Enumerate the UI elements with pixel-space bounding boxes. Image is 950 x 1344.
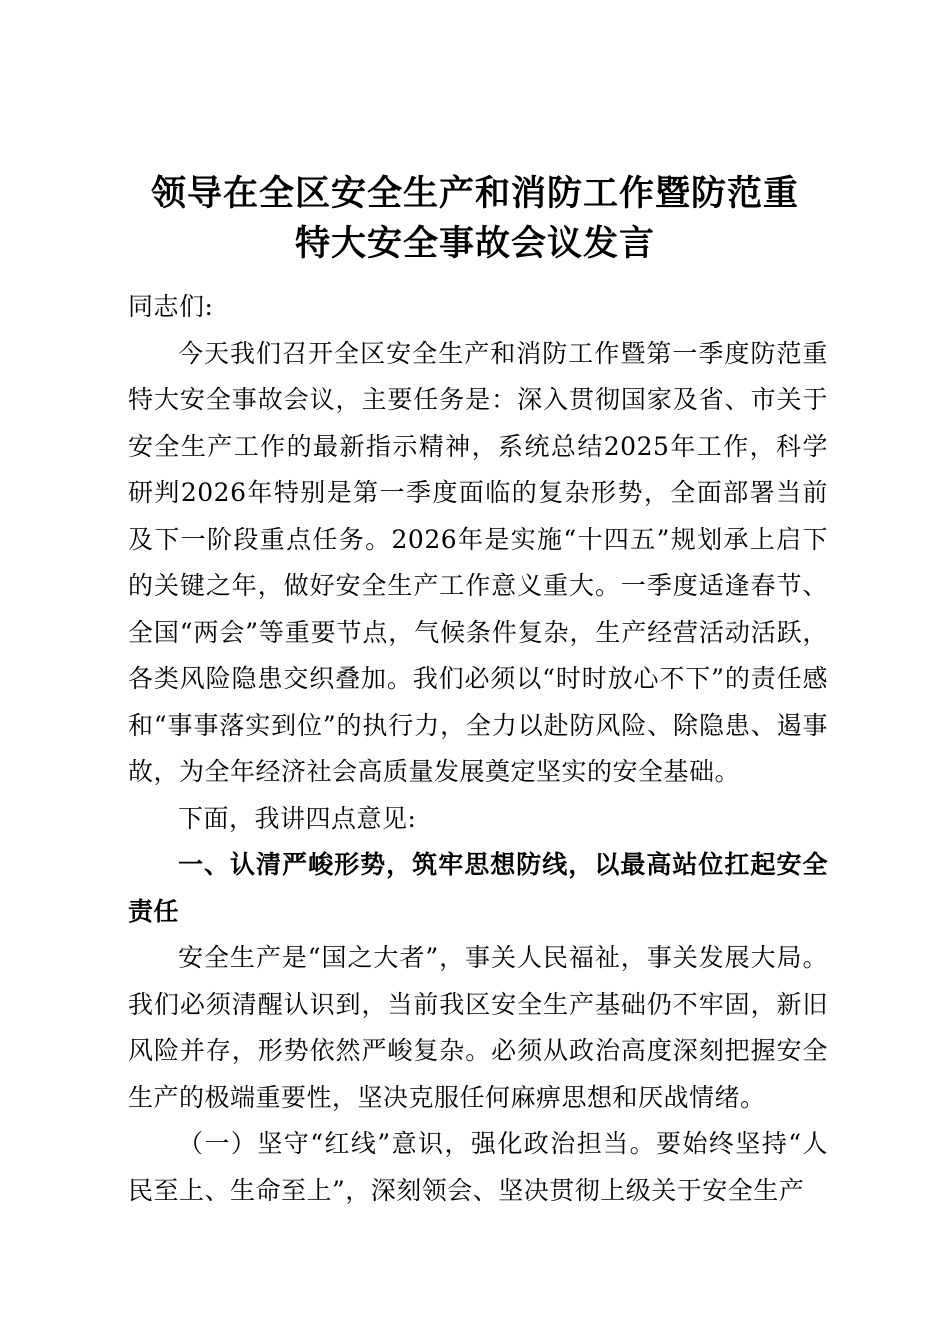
section-1-paragraph: 安全生产是“国之大者”，事关人民福祉，事关发展大局。我们必须清醒认识到，当前我区安全生产基础仍不牢固，新旧风险并存，形势依然严峻复杂。必须从政治高度深刻把握安全生产的极端重要性，坚决克服任何麻痹思想和厌战情绪。 — [128, 943, 828, 1112]
document-title-line-1: 领导在全区安全生产和消防工作暨防范重 — [150, 173, 799, 214]
document-body — [128, 284, 828, 1214]
subsection-1-paragraph: （一）坚守“红线”意识，强化政治担当。要始终坚持“人民至上、生命至上”，深刻领会、坚决贯彻上级关于安全生产 — [128, 1129, 828, 1205]
salutation: 同志们: — [128, 292, 214, 321]
section-1-heading: 一、认清严峻形势，筑牢思想防线，以最高站位扛起安全责任 — [128, 850, 828, 926]
intro-paragraph: 今天我们召开全区安全生产和消防工作暨第一季度防范重特大安全事故会议，主要任务是：深入贯彻国家及省、市关于安全生产工作的最新指示精神，系统总结2025年工作，科学研判2026年特别是第一季度面临的复杂形势，全面部署当前及下一阶段重点任务。2026年是实施“十四五”规划承上启下的关键之年，做好安全生产工作意义重大。一季度适逢春节、全国“两会”等重要节点，气候条件复杂，生产经营活动活跃，各类风险隐患交织叠加。我们必须以“时时放心不下”的责任感和“事事落实到位”的执行力，全力以赴防风险、除隐患、遏事故，为全年经济社会高质量发展奠定坚实的安全基础。 — [128, 338, 828, 786]
outline-paragraph: 下面，我讲四点意见: — [178, 803, 417, 833]
document-title-line-2: 特大安全事故会议发言 — [294, 223, 655, 264]
